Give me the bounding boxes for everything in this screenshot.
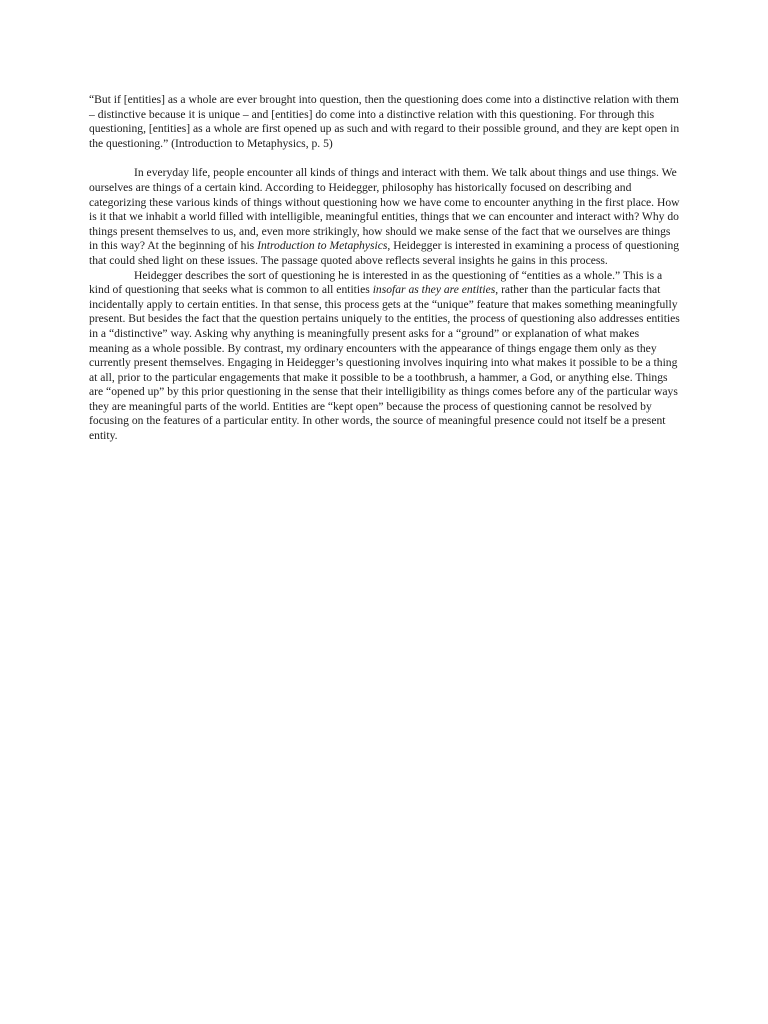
book-title: Introduction to Metaphysics xyxy=(257,239,388,253)
document-page xyxy=(89,93,681,444)
emphasis-phrase: insofar as they are entities xyxy=(372,283,496,297)
paragraph-2-text-a: Heidegger describes the sort of questioning he is interested in as the questioning of “entities as a whole.” This is a kind of questioning that seeks what is common to all entities xyxy=(89,268,663,297)
paragraph-2-text-b: , rather than the particular facts that incidentally apply to certain entities. In that sense, this process gets at the “unique” feature that makes something meaningfully present. But besides the fact that the question pertains uniquely to the entities, the process of questioning also addresses entities in a “distinctive” way. Asking why anything is meaningfully present asks for a “ground” or explanation of what makes meaning as a whole possible. By contrast, my ordinary encounters with the appearance of things engage them only as they currently present themselves. Engaging in Heidegger’s questioning involves inquiring into what makes it possible to be a thing at all, prior to the particular engagements that make it possible to be a toothbrush, a hammer, a God, or anything else. Things are “opened up” by this prior questioning in the sense that their intelligibility as things comes before any of the particular ways they are meaningful parts of the world. Entities are “kept open” because the process of questioning cannot be resolved by focusing on the features of a particular entity. In other words, the source of meaningful presence could not itself be a present entity. xyxy=(89,283,680,443)
block-quote: “But if [entities] as a whole are ever brought into question, then the questioning does come into a distinctive relation with them – distinctive because it is unique – and [entities] do come into a distinctive relation with this questioning. For through this questioning, [entities] as a whole are first opened up as such and with regard to their possible ground, and they are kept open in the questioning.” (Introduction to Metaphysics, p. 5) xyxy=(89,93,680,150)
paragraph-1 xyxy=(89,166,681,268)
paragraph-1-text-b: , Heidegger is interested in examining a process of questioning that could shed light on these issues. The passage quoted above reflects several insights he gains in this process. xyxy=(89,239,680,267)
paragraph-2 xyxy=(89,269,681,444)
paragraph-1-text-a: In everyday life, people encounter all kinds of things and interact with them. We talk about things and use things. We ourselves are things of a certain kind. According to Heidegger, philosophy has historically focused on describing and categorizing these various kinds of things without questioning how we have come to encounter anything in the first place. How is it that we inhabit a world filled with intelligible, meaningful entities, things that we can encounter and interact with? Why do things present themselves to us, and, even more strikingly, how should we make sense of the fact that we ourselves are things in this way? At the beginning of his xyxy=(89,166,680,253)
